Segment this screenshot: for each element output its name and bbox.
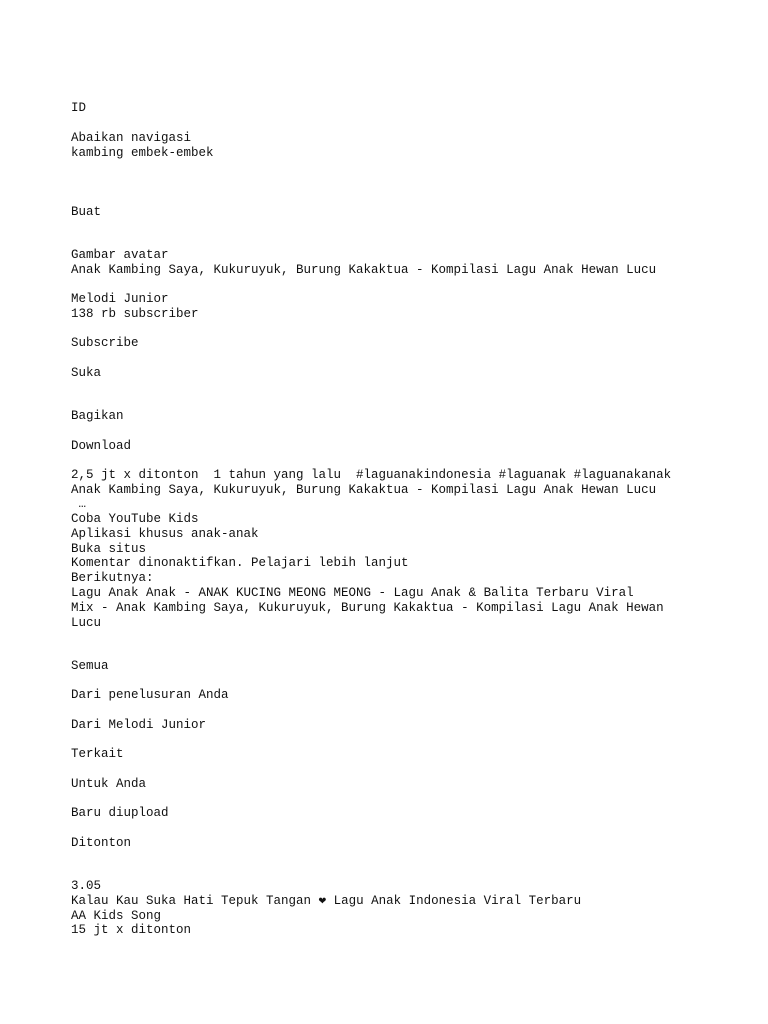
comments-disabled-text: Komentar dinonaktifkan. Pelajari lebih lanjut (71, 556, 409, 570)
recommendation-title[interactable]: Kalau Kau Suka Hati Tepuk Tangan ❤ Lagu Anak Indonesia Viral Terbaru (71, 894, 582, 908)
create-button[interactable]: Buat (71, 205, 102, 219)
up-next-video-title[interactable]: Lagu Anak Anak - ANAK KUCING MEONG MEONG - Lagu Anak & Balita Terbaru Viral (71, 586, 634, 600)
mix-playlist-title[interactable]: Mix - Anak Kambing Saya, Kukuruyuk, Burung Kakaktua - Kompilasi Lagu Anak Hewan Lucu (71, 601, 664, 630)
like-button[interactable]: Suka (71, 366, 102, 380)
skip-navigation-link[interactable]: Abaikan navigasi (71, 131, 192, 145)
promo-title: Coba YouTube Kids (71, 512, 199, 526)
subscribe-button[interactable]: Subscribe (71, 336, 139, 350)
video-meta: 2,5 jt x ditonton 1 tahun yang lalu #laguanakindonesia #laguanak #laguanakanak (71, 468, 672, 482)
video-title: Anak Kambing Saya, Kukuruyuk, Burung Kakaktua - Kompilasi Lagu Anak Hewan Lucu (71, 263, 657, 277)
chip-from-channel[interactable]: Dari Melodi Junior (71, 718, 207, 732)
recommendation-channel[interactable]: AA Kids Song (71, 909, 162, 923)
download-button[interactable]: Download (71, 439, 132, 453)
chip-all[interactable]: Semua (71, 659, 109, 673)
chip-recently-uploaded[interactable]: Baru diupload (71, 806, 169, 820)
share-button[interactable]: Bagikan (71, 409, 124, 423)
country-code: ID (71, 101, 87, 115)
promo-open-site-link[interactable]: Buka situs (71, 542, 147, 556)
chip-for-you[interactable]: Untuk Anda (71, 777, 147, 791)
avatar[interactable]: Gambar avatar (71, 248, 169, 262)
video-description[interactable]: Anak Kambing Saya, Kukuruyuk, Burung Kakaktua - Kompilasi Lagu Anak Hewan Lucu (71, 483, 657, 497)
promo-subtitle: Aplikasi khusus anak-anak (71, 527, 259, 541)
search-query-text[interactable]: kambing embek-embek (71, 146, 214, 160)
recommendation-duration: 3.05 (71, 879, 102, 893)
subscriber-count: 138 rb subscriber (71, 307, 199, 321)
chip-from-search[interactable]: Dari penelusuran Anda (71, 688, 229, 702)
chip-watched[interactable]: Ditonton (71, 836, 132, 850)
up-next-label: Berikutnya: (71, 571, 154, 585)
channel-name[interactable]: Melodi Junior (71, 292, 169, 306)
chip-related[interactable]: Terkait (71, 747, 124, 761)
recommendation-views: 15 jt x ditonton (71, 923, 192, 937)
description-expand-button[interactable]: … (71, 497, 87, 511)
